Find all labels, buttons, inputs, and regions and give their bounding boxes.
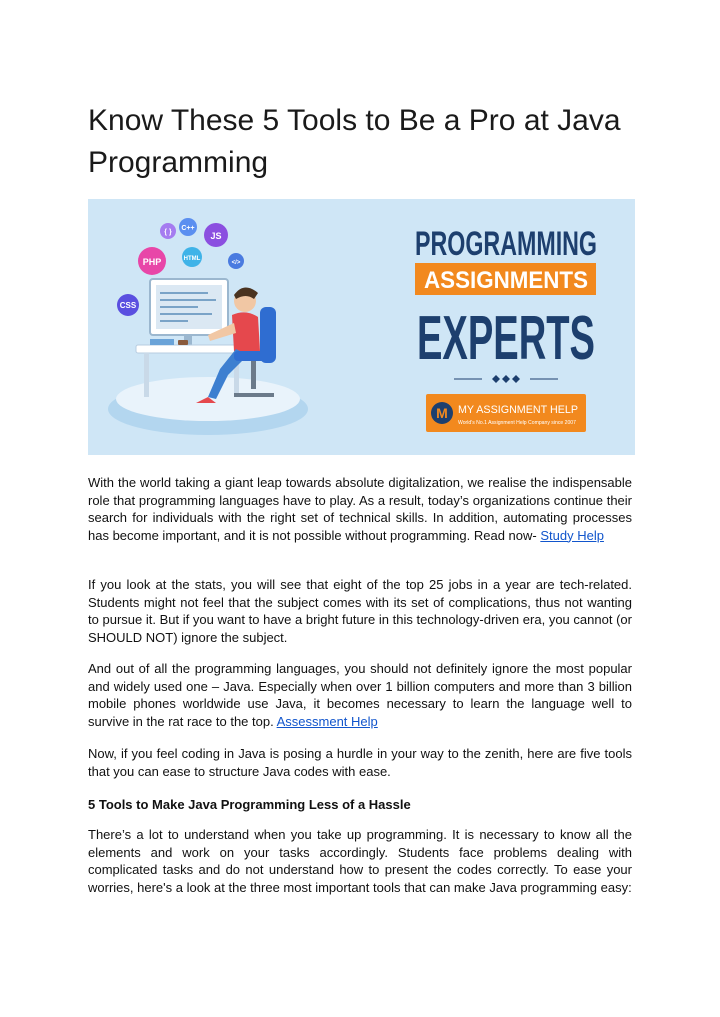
bubble-label: CSS xyxy=(119,301,137,310)
paragraph-text: If you look at the stats, you will see that eight of the top 25 jobs in a year are tech-related. Students might not feel that the subject comes with its set of complications, thus not wanting to pursue it. But if you want to have a bright future in this technology-driven era, you cannot (or SHOULD NOT) ignore the subject. xyxy=(88,577,632,645)
assessment-help-link[interactable]: Assessment Help xyxy=(276,713,378,729)
banner-image xyxy=(88,199,635,455)
desk xyxy=(136,345,246,353)
paragraph-intro xyxy=(88,474,632,544)
section-heading: 5 Tools to Make Java Programming Less of a Hassle xyxy=(88,797,411,812)
bubble-label: HTML xyxy=(183,256,201,262)
brand-name: MY ASSIGNMENT HELP xyxy=(458,404,578,416)
page-title: Know These 5 Tools to Be a Pro at Java Programming xyxy=(88,104,621,179)
paragraph-text: There’s a lot to understand when you take up programming. It is necessary to know all the elements and work on your tasks accordingly. Students face problems dealing with complicated tasks and do not understand how to present the codes correctly. To ease your worries, here's a look at the three most important tools that can make Java programming easy: xyxy=(88,827,632,895)
banner-line-programming: PROGRAMMING xyxy=(415,225,597,263)
paragraph-stats xyxy=(88,576,632,646)
banner-line-experts: EXPERTS xyxy=(417,304,595,373)
paragraph-text: And out of all the programming languages, you should not definitely ignore the most popular and widely used one – Java. Especially when over 1 billion computers and more than 3 billion mobile phones worldwide use Java, it becomes necessary to learn the language well to survive in the rat race to the top. xyxy=(88,661,632,729)
person-body xyxy=(232,312,260,351)
bubble-label: </> xyxy=(231,260,241,266)
paragraph-text: Now, if you feel coding in Java is posing a hurdle in your way to the zenith, here are five tools that you can ease to structure Java codes with ease. xyxy=(88,746,632,779)
bubble-label: PHP xyxy=(142,257,162,267)
brand-tagline: World's No.1 Assignment Help Company since 2007 xyxy=(458,420,577,426)
study-help-link[interactable]: Study Help xyxy=(540,527,604,543)
bubble-label: { } xyxy=(164,229,172,236)
paragraph-java xyxy=(88,660,632,730)
brand-letter: M xyxy=(436,405,448,421)
paragraph-hurdle xyxy=(88,745,632,780)
paragraph-tools xyxy=(88,826,632,896)
bubble-label: JS xyxy=(210,231,222,241)
banner-line-assignments: ASSIGNMENTS xyxy=(424,267,588,294)
bubble-label: C++ xyxy=(181,225,195,232)
paragraph-text: With the world taking a giant leap towards absolute digitalization, we realise the indispensable role that programming languages have to play. As a result, today’s organizations continue their search for individuals with the right set of technical skills. In addition, automating processes has become important, and it is not possible without programming. Read now- xyxy=(88,475,632,543)
